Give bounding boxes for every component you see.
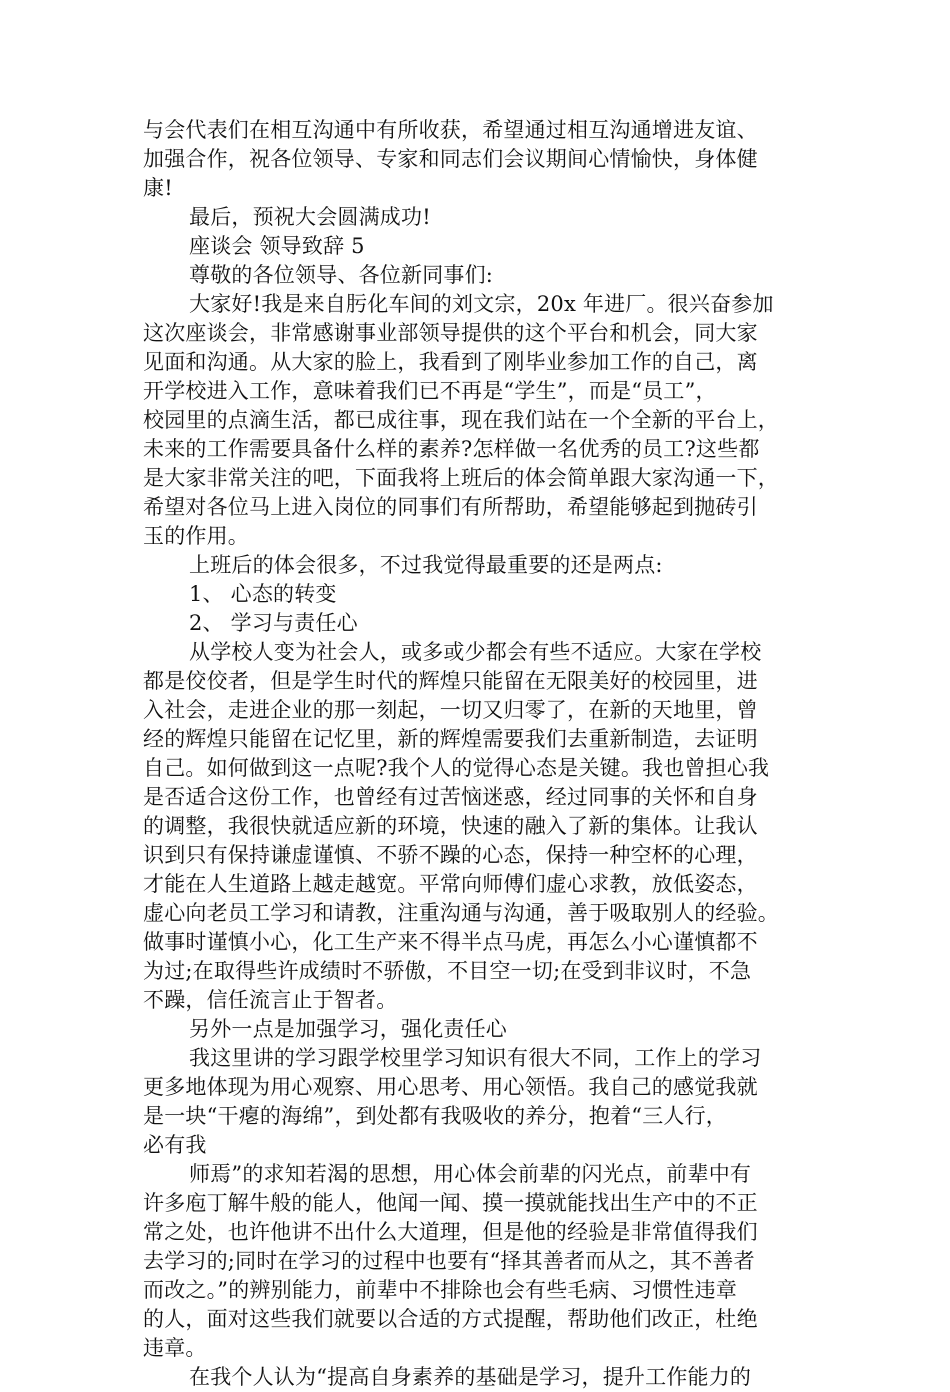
text-line: 希望对各位马上进入岗位的同事们有所帮助，希望能够起到抛砖引 (143, 495, 758, 519)
text-line: 从学校人变为社会人，或多或少都会有些不适应。大家在学校 (189, 640, 762, 664)
text-line: 常之处，也许他讲不出什么大道理，但是他的经验是非常值得我们 (143, 1220, 758, 1244)
text-line: 做事时谨慎小心，化工生产来不得半点马虎，再怎么小心谨慎都不 (143, 930, 758, 954)
text-line: 与会代表们在相互沟通中有所收获，希望通过相互沟通增进友谊、 (143, 118, 758, 142)
text-line: 是一块“干瘪的海绵”，到处都有我吸收的养分，抱着“三人行， (143, 1104, 728, 1128)
text-line: 这次座谈会，非常感谢事业部领导提供的这个平台和机会，同大家 (143, 321, 758, 345)
text-line: 的调整，我很快就适应新的环境，快速的融入了新的集体。让我认 (143, 814, 758, 838)
text-line: 而改之。”的辨别能力，前辈中不排除也会有些毛病、习惯性违章 (143, 1278, 738, 1302)
text-line: 我这里讲的学习跟学校里学习知识有很大不同，工作上的学习 (189, 1046, 762, 1070)
text-line: 不躁，信任流言止于智者。 (143, 988, 398, 1012)
text-line: 必有我 (143, 1133, 207, 1157)
text-line: 校园里的点滴生活，都已成往事，现在我们站在一个全新的平台上， (143, 408, 779, 432)
text-line: 才能在人生道路上越走越宽。平常向师傅们虚心求教，放低姿态， (143, 872, 758, 896)
text-line: 康! (143, 176, 173, 200)
text-line: 加强合作，祝各位领导、专家和同志们会议期间心情愉快，身体健 (143, 147, 758, 171)
text-line: 都是佼佼者，但是学生时代的辉煌只能留在无限美好的校园里，进 (143, 669, 758, 693)
text-line: 座谈会 领导致辞 5 (189, 234, 365, 258)
document-body (143, 116, 833, 1392)
text-line: 师焉”的求知若渴的思想，用心体会前辈的闪光点，前辈中有 (189, 1162, 752, 1186)
text-line: 为过;在取得些许成绩时不骄傲，不目空一切;在受到非议时，不急 (143, 959, 752, 983)
text-line: 的人，面对这些我们就要以合适的方式提醒，帮助他们改正，杜绝 (143, 1307, 758, 1331)
text-line: 1、 心态的转变 (189, 582, 337, 606)
text-line: 入社会，走进企业的那一刻起，一切又归零了，在新的天地里，曾 (143, 698, 758, 722)
text-line: 2、 学习与责任心 (189, 611, 358, 635)
text-line: 未来的工作需要具备什么样的素养?怎样做一名优秀的员工?这些都 (143, 437, 760, 461)
text-line: 去学习的;同时在学习的过程中也要有“择其善者而从之，其不善者 (143, 1249, 755, 1273)
text-line: 尊敬的各位领导、各位新同事们: (189, 263, 494, 287)
text-line: 识到只有保持谦虚谨慎、不骄不躁的心态，保持一种空杯的心理， (143, 843, 758, 867)
text-line: 最后，预祝大会圆满成功! (189, 205, 431, 229)
text-line: 大家好!我是来自肟化车间的刘文宗，20x 年进厂。很兴奋参加 (189, 292, 774, 316)
text-line: 是否适合这份工作，也曾经有过苦恼迷惑，经过同事的关怀和自身 (143, 785, 758, 809)
text-line: 在我个人认为“提高自身素养的基础是学习，提升工作能力的 (189, 1365, 752, 1389)
text-line: 虚心向老员工学习和请教，注重沟通与沟通，善于吸取别人的经验。 (143, 901, 779, 925)
text-line: 是大家非常关注的吧，下面我将上班后的体会简单跟大家沟通一下， (143, 466, 779, 490)
text-line: 许多庖丁解牛般的能人，他闻一闻、摸一摸就能找出生产中的不正 (143, 1191, 758, 1215)
text-line: 见面和沟通。从大家的脸上，我看到了刚毕业参加工作的自己，离 (143, 350, 758, 374)
text-line: 自己。如何做到这一点呢?我个人的觉得心态是关键。我也曾担心我 (143, 756, 770, 780)
text-line: 经的辉煌只能留在记忆里，新的辉煌需要我们去重新制造，去证明 (143, 727, 758, 751)
text-line: 违章。 (143, 1336, 207, 1360)
text-line: 玉的作用。 (143, 524, 249, 548)
text-line: 开学校进入工作，意味着我们已不再是“学生”，而是“员工”， (143, 379, 717, 403)
text-line: 上班后的体会很多，不过我觉得最重要的还是两点: (189, 553, 663, 577)
text-line: 另外一点是加强学习，强化责任心 (189, 1017, 507, 1041)
text-line: 更多地体现为用心观察、用心思考、用心领悟。我自己的感觉我就 (143, 1075, 758, 1099)
